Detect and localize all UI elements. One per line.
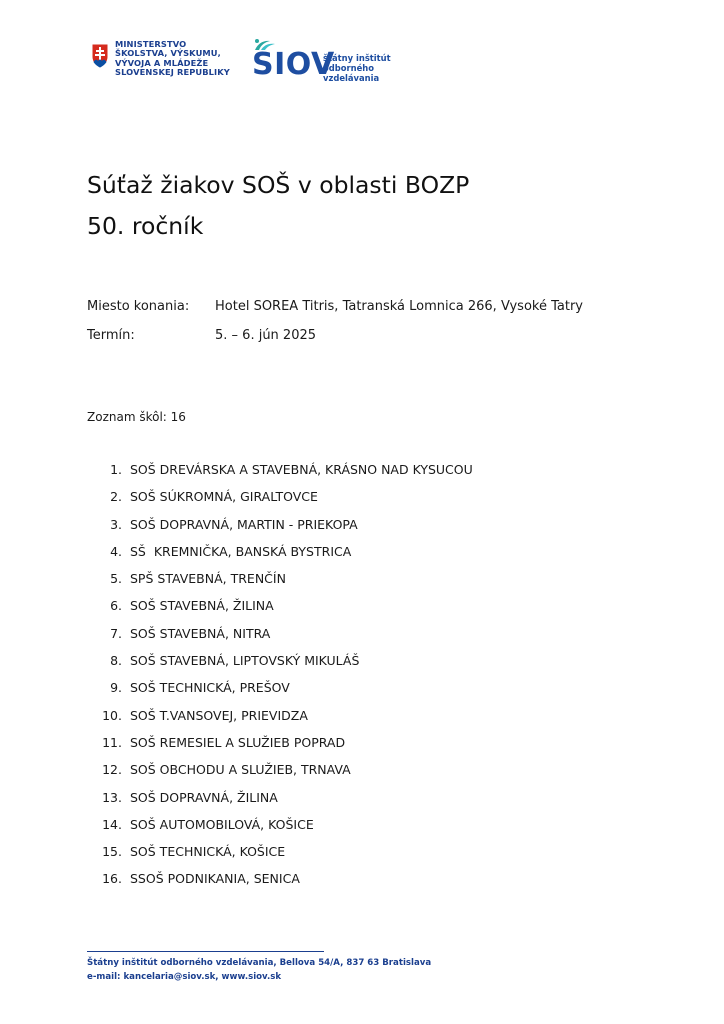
siov-sub-line: štátny inštitút	[323, 53, 391, 63]
school-name: SOŠ AUTOMOBILOVÁ, KOŠICE	[130, 816, 314, 832]
school-name: SŠ KREMNIČKA, BANSKÁ BYSTRICA	[130, 543, 352, 559]
ministry-name	[115, 40, 230, 77]
ministry-logo	[91, 40, 231, 86]
ministry-line: VÝVOJA A MLÁDEŽE	[115, 57, 209, 68]
siov-wordmark: SIOV	[252, 47, 335, 82]
school-count: Zoznam škôl: 16	[87, 410, 186, 424]
list-number: 14.	[102, 816, 122, 832]
ministry-line: ŠKOLSTVA, VÝSKUMU,	[115, 48, 221, 59]
list-number: 11.	[102, 734, 122, 750]
list-number: 6.	[110, 598, 122, 614]
siov-sub-line: vzdelávania	[323, 73, 380, 83]
school-name: SOŠ STAVEBNÁ, ŽILINA	[130, 598, 274, 614]
school-name: SOŠ DOPRAVNÁ, MARTIN - PRIEKOPA	[130, 516, 358, 532]
venue-value: Hotel SOREA Titris, Tatranská Lomnica 266, Vysoké Tatry	[215, 299, 583, 314]
school-name: SOŠ DREVÁRSKA A STAVEBNÁ, KRÁSNO NAD KYSUCOU	[130, 462, 473, 477]
list-number: 8.	[110, 653, 122, 669]
list-number: 15.	[102, 844, 122, 860]
document-title: Súťaž žiakov SOŠ v oblasti BOZP	[87, 171, 470, 199]
school-name: SOŠ REMESIEL A SLUŽIEB POPRAD	[130, 734, 346, 750]
school-name: SOŠ STAVEBNÁ, LIPTOVSKÝ MIKULÁŠ	[130, 653, 360, 669]
siov-subtitle	[323, 53, 391, 83]
date-label: Termín:	[87, 328, 135, 343]
document-subtitle: 50. ročník	[87, 212, 204, 240]
list-number: 4.	[110, 543, 122, 559]
list-number: 12.	[102, 762, 122, 778]
ministry-line: MINISTERSTVO	[115, 39, 187, 49]
venue-label: Miesto konania:	[87, 299, 190, 314]
school-name: SOŠ TECHNICKÁ, PREŠOV	[130, 680, 290, 696]
school-name: SOŠ TECHNICKÁ, KOŠICE	[130, 844, 286, 860]
siov-logo	[252, 38, 402, 88]
school-name: SPŠ STAVEBNÁ, TRENČÍN	[130, 571, 286, 587]
list-number: 3.	[110, 516, 122, 532]
ministry-line: SLOVENSKEJ REPUBLIKY	[115, 66, 230, 77]
list-number: 13.	[102, 789, 122, 805]
list-number: 7.	[110, 625, 122, 641]
school-name: SOŠ DOPRAVNÁ, ŽILINA	[130, 789, 278, 805]
list-number: 16.	[102, 871, 122, 887]
school-name: SSOŠ PODNIKANIA, SENICA	[130, 871, 300, 887]
list-number: 1.	[110, 462, 122, 477]
school-name: SOŠ SÚKROMNÁ, GIRALTOVCE	[130, 489, 318, 505]
footer-divider	[87, 951, 324, 952]
footer-contact: e-mail: kancelaria@siov.sk, www.siov.sk	[87, 971, 282, 982]
school-name: SOŠ STAVEBNÁ, NITRA	[130, 625, 271, 641]
footer-address: Štátny inštitút odborného vzdelávania, Bellova 54/A, 837 63 Bratislava	[87, 958, 432, 968]
list-number: 10.	[102, 707, 122, 723]
slovak-crest-icon	[91, 43, 109, 69]
list-number: 2.	[110, 489, 122, 505]
siov-sub-line: odborného	[323, 63, 374, 73]
date-value: 5. – 6. jún 2025	[215, 328, 317, 343]
school-name: SOŠ T.VANSOVEJ, PRIEVIDZA	[130, 707, 308, 723]
footer	[87, 957, 431, 984]
school-name: SOŠ OBCHODU A SLUŽIEB, TRNAVA	[130, 762, 351, 778]
list-number: 5.	[110, 571, 122, 587]
list-number: 9.	[110, 680, 122, 696]
